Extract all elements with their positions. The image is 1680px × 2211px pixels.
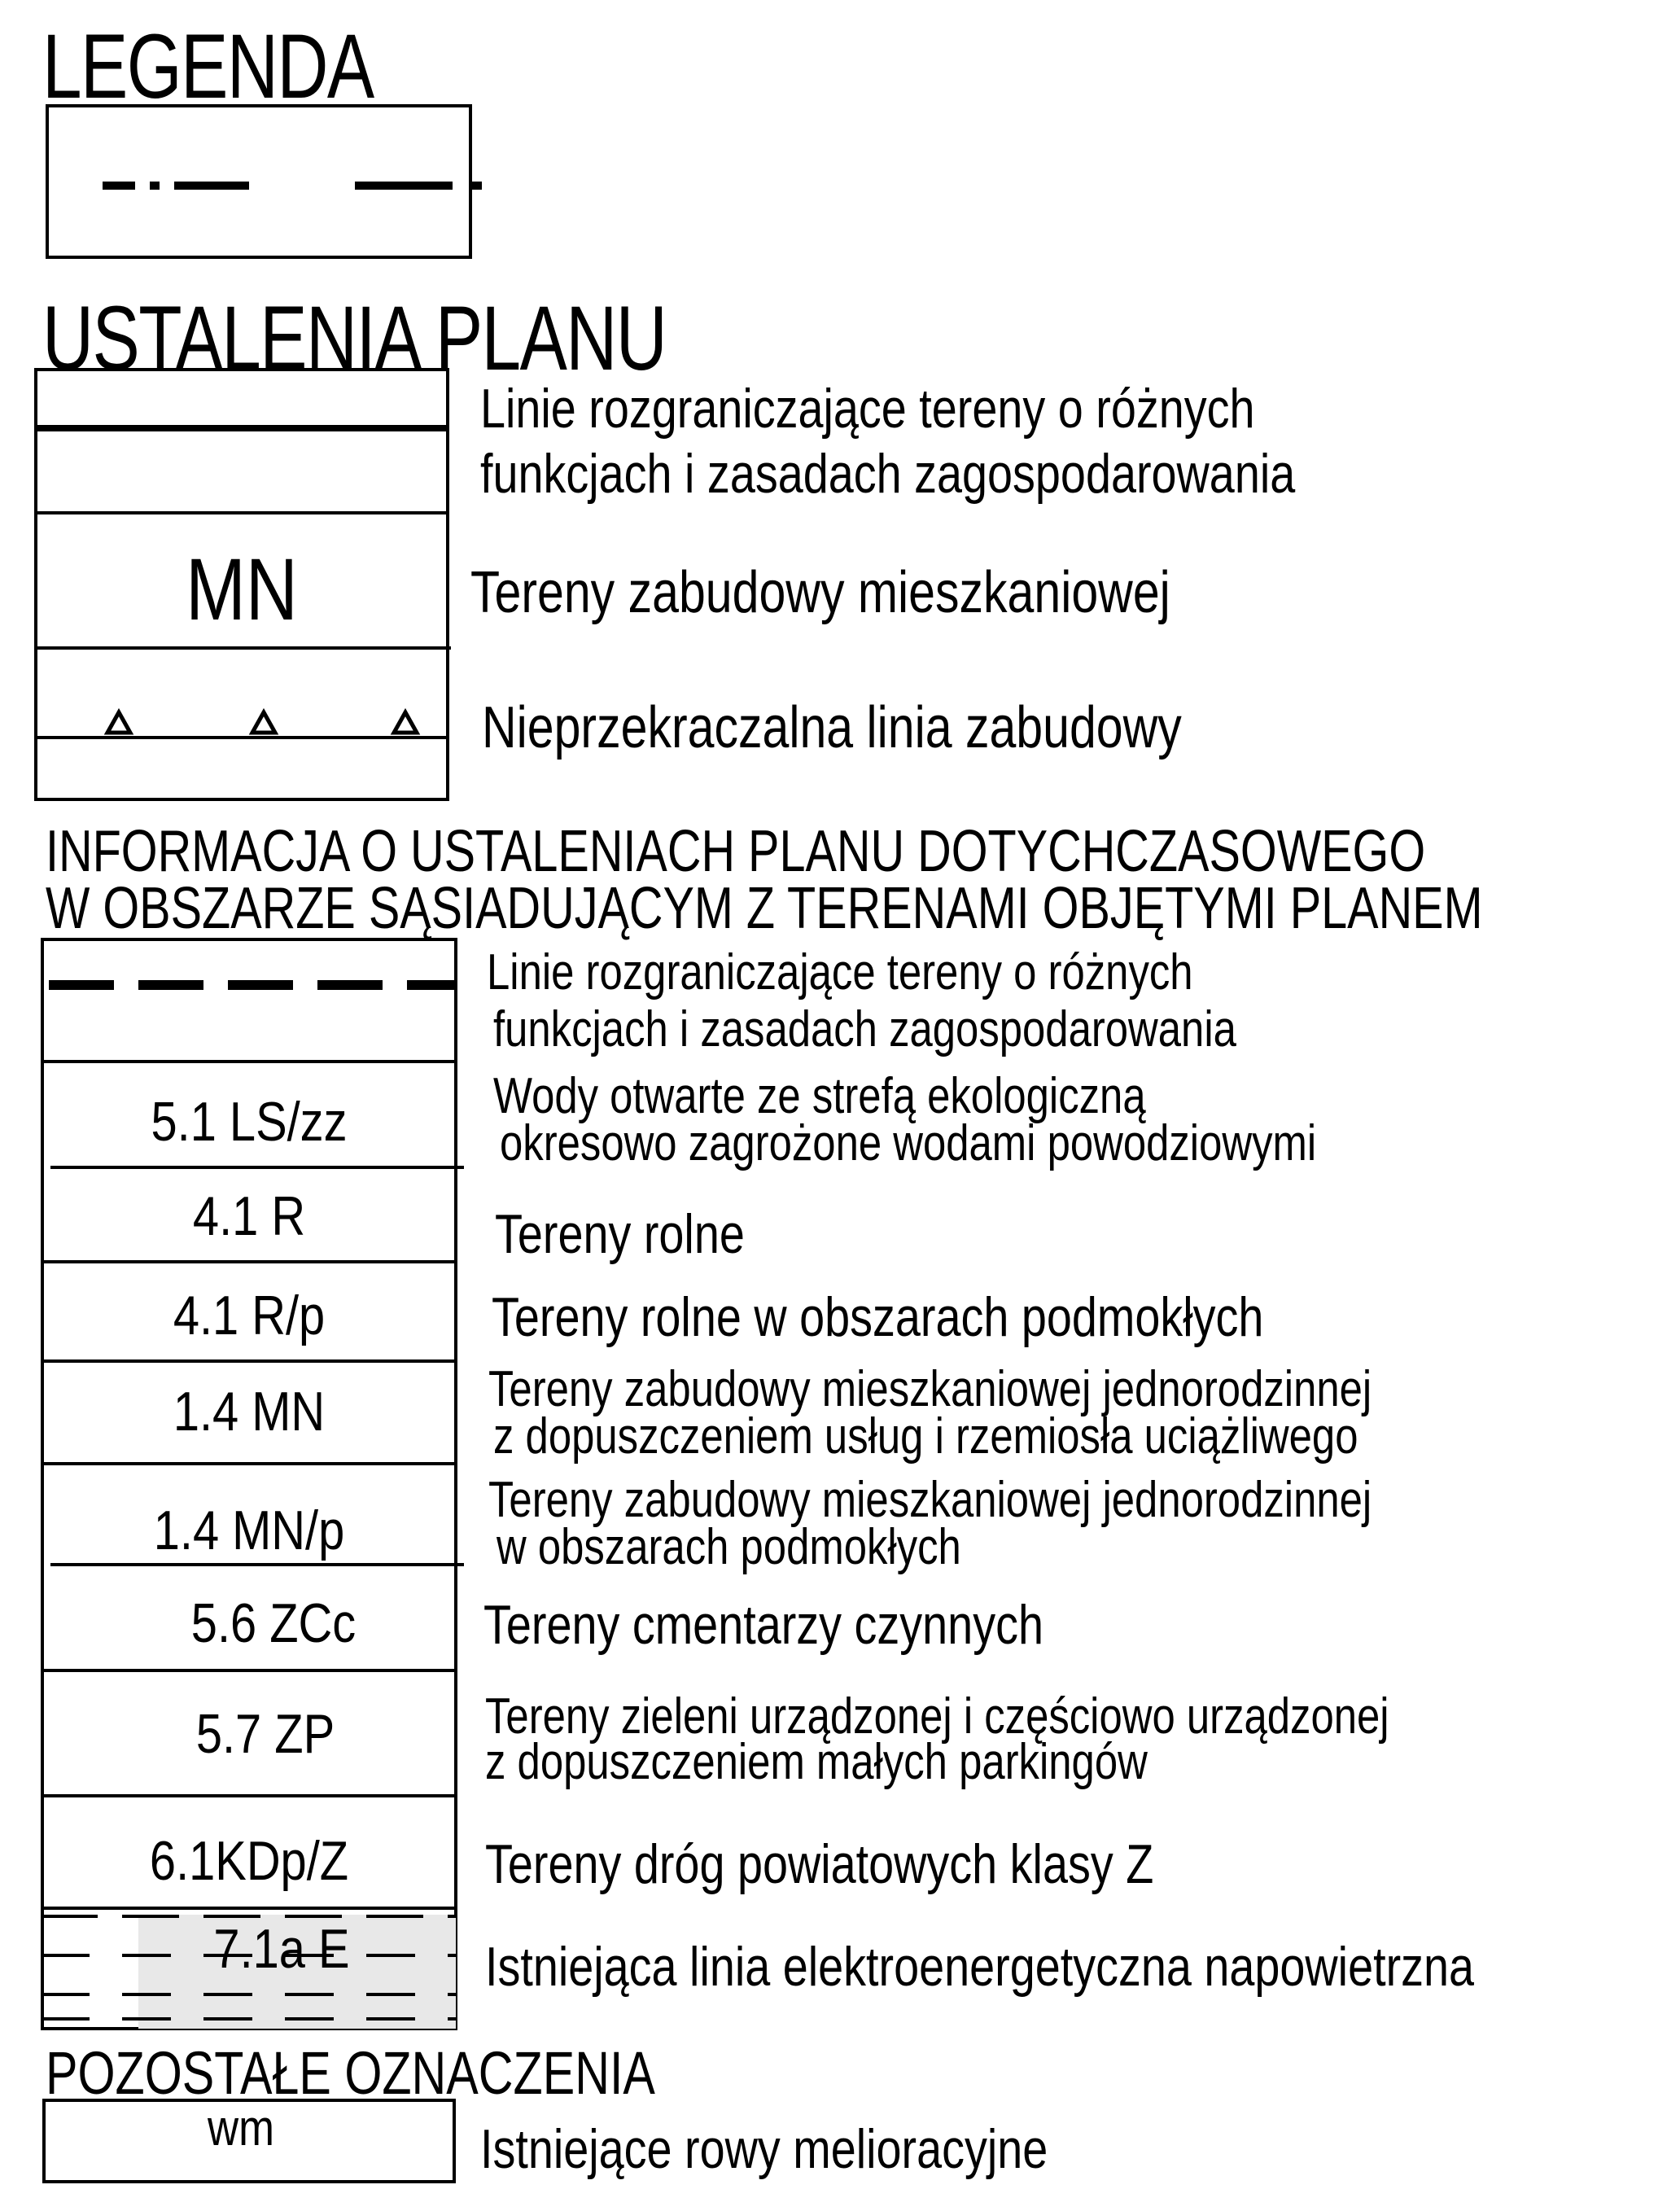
info-item-5-line-2: z dopuszczeniem usług i rzemiosła uciążliwego bbox=[493, 1408, 1358, 1465]
boundary-line-icon bbox=[34, 425, 449, 431]
info-code-4-1-r: 4.1 R bbox=[192, 1185, 306, 1247]
plan-code-mn: MN bbox=[186, 540, 298, 638]
row-divider bbox=[41, 1260, 457, 1263]
info-code-5-1-ls-zz: 5.1 LS/zz bbox=[151, 1091, 348, 1153]
info-item-9-desc: Tereny dróg powiatowych klasy Z bbox=[485, 1833, 1154, 1895]
other-item-1-desc: Istniejące rowy melioracyjne bbox=[480, 2118, 1048, 2180]
row-divider bbox=[34, 646, 451, 650]
info-item-1-line-2: funkcjach i zasadach zagospodarowania bbox=[493, 1001, 1236, 1057]
info-title-line-2: W OBSZARZE SĄSIADUJĄCYM Z TERENAMI OBJĘTYMI PLANEM bbox=[46, 876, 1483, 941]
info-item-5-line-1: Tereny zabudowy mieszkaniowej jednorodzinnej bbox=[488, 1361, 1372, 1417]
info-item-3-desc: Tereny rolne bbox=[495, 1203, 745, 1265]
dash-dot-line-icon bbox=[46, 104, 472, 259]
info-item-10-desc: Istniejąca linia elektroenergetyczna napowietrzna bbox=[485, 1936, 1475, 1998]
info-code-6-1kdp-z: 6.1KDp/Z bbox=[149, 1830, 349, 1892]
triangle-markers-icon bbox=[34, 700, 449, 749]
row-divider bbox=[41, 1060, 457, 1063]
other-title: POZOSTAŁE OZNACZENIA bbox=[46, 2039, 655, 2107]
info-code-5-7-zp: 5.7 ZP bbox=[195, 1703, 335, 1765]
info-item-4-desc: Tereny rolne w obszarach podmokłych bbox=[492, 1286, 1264, 1348]
info-item-8-line-2: z dopuszczeniem małych parkingów bbox=[485, 1734, 1148, 1790]
info-item-6-line-1: Tereny zabudowy mieszkaniowej jednorodzinnej bbox=[488, 1472, 1372, 1528]
info-item-2-line-1: Wody otwarte ze strefą ekologiczną bbox=[493, 1068, 1146, 1124]
plan-item-1-line-1: Linie rozgraniczające tereny o różnych bbox=[480, 378, 1255, 440]
legend-title: LEGENDA bbox=[42, 15, 374, 117]
plan-item-1-line-2: funkcjach i zasadach zagospodarowania bbox=[480, 443, 1296, 505]
info-title-line-1: INFORMACJA O USTALENIACH PLANU DOTYCHCZASOWEGO bbox=[46, 819, 1426, 884]
info-item-7-desc: Tereny cmentarzy czynnych bbox=[483, 1594, 1043, 1656]
row-divider bbox=[41, 1669, 457, 1672]
plan-section-title: USTALENIA PLANU bbox=[42, 287, 667, 389]
info-code-1-4-mn: 1.4 MN bbox=[173, 1381, 326, 1443]
other-code-wm: wm bbox=[208, 2100, 274, 2156]
info-item-8-line-1: Tereny zieleni urządzonej i częściowo urządzonej bbox=[485, 1688, 1389, 1745]
row-divider bbox=[34, 511, 449, 514]
info-code-4-1-r-p: 4.1 R/p bbox=[173, 1285, 326, 1346]
row-divider bbox=[41, 1462, 457, 1465]
info-code-1-4-mn-p: 1.4 MN/p bbox=[153, 1500, 345, 1561]
info-item-2-line-2: okresowo zagrożone wodami powodziowymi bbox=[500, 1115, 1317, 1171]
boundary-symbol-box bbox=[46, 104, 472, 259]
plan-item-3-desc: Nieprzekraczalna linia zabudowy bbox=[482, 695, 1182, 760]
dashed-boundary-icon bbox=[41, 974, 457, 998]
info-item-1-line-1: Linie rozgraniczające tereny o różnych bbox=[487, 944, 1193, 1000]
row-divider bbox=[41, 1359, 457, 1363]
info-code-7-1a-e: 7.1a E bbox=[213, 1918, 350, 1980]
info-item-6-line-2: w obszarach podmokłych bbox=[497, 1519, 961, 1575]
row-divider bbox=[50, 1563, 464, 1566]
plan-item-2-desc: Tereny zabudowy mieszkaniowej bbox=[470, 560, 1170, 625]
row-divider bbox=[41, 1794, 457, 1797]
info-code-5-6-zcc: 5.6 ZCc bbox=[190, 1592, 357, 1654]
row-divider bbox=[50, 1166, 464, 1169]
